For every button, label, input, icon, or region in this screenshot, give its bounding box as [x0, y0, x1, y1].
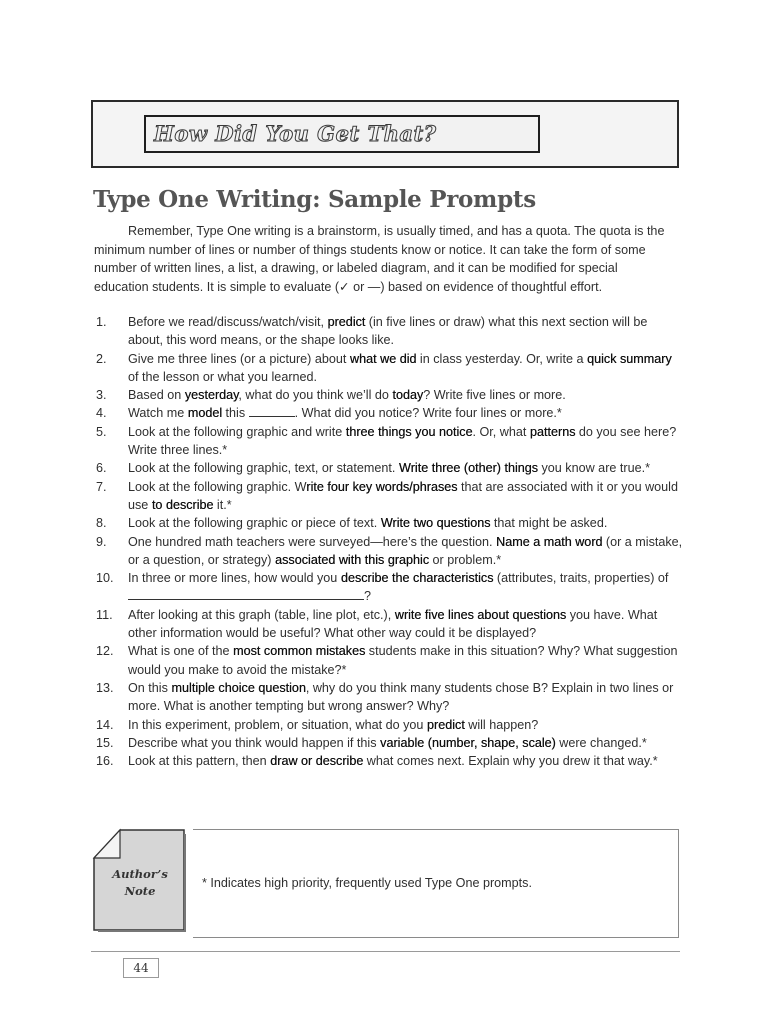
- prompt-text: ?: [364, 589, 372, 604]
- banner-title-panel: [144, 115, 540, 153]
- fill-in-blank: [249, 406, 295, 417]
- prompt-text: Look at the following graphic or piece of text.: [128, 516, 381, 531]
- prompt-number: 5.: [96, 424, 107, 439]
- prompt-text: ? Write five lines or more.: [423, 388, 566, 403]
- prompt-number: 10.: [96, 571, 114, 586]
- prompt-number: 11.: [96, 607, 113, 622]
- prompt-number: 15.: [96, 735, 114, 750]
- author-note-card: [90, 828, 186, 932]
- fill-in-blank: [128, 589, 364, 600]
- prompt-keyword: yesterday: [184, 388, 239, 403]
- prompt-item: [93, 404, 683, 422]
- prompt-list: [93, 313, 683, 770]
- prompt-text: of the lesson or what you learned.: [128, 369, 318, 384]
- prompt-keyword: multiple choice question: [171, 680, 306, 695]
- prompt-text: do you see here? Write three lines.*: [128, 424, 677, 458]
- prompt-text: it.*: [213, 497, 232, 512]
- note-card-label: [100, 866, 180, 900]
- prompt-text: that are associated with it or you would use: [128, 479, 678, 512]
- prompt-text: Give me three lines (or a picture) about: [128, 351, 350, 366]
- prompt-number: 8.: [96, 516, 107, 531]
- prompt-keyword: what we did: [349, 351, 417, 366]
- prompt-item: [93, 313, 683, 350]
- prompt-text: this: [222, 406, 249, 421]
- intro-text: Remember, Type One writing is a brainstorm, is usually timed, and has a quota. The quota is the minimum number of lines or number of things students know or notice. It can take the form of some number of written lines, a list, a drawing, or labeled diagram, and it can be modified for special education students. It is simple to evaluate (✓ or —) based on evidence of thoughtful effort.: [94, 224, 665, 294]
- prompt-item: [93, 606, 683, 643]
- prompt-text: Watch me: [128, 406, 188, 421]
- prompt-text: that might be asked.: [490, 516, 608, 531]
- prompt-text: One hundred math teachers were surveyed—here’s the question.: [128, 534, 496, 549]
- intro-paragraph: [94, 222, 674, 296]
- prompt-keyword: predict: [426, 717, 465, 732]
- prompt-number: 13.: [96, 680, 114, 695]
- prompt-item: [93, 423, 683, 460]
- prompt-text: Look at the following graphic. W: [128, 479, 307, 494]
- prompt-text: (in five lines or draw) what this next section will be about, this word means, or the shape looks like.: [128, 315, 648, 348]
- prompt-item: [93, 459, 683, 477]
- prompt-keyword: Write three (other) things: [398, 461, 538, 476]
- prompt-keyword: draw or describe: [270, 754, 364, 769]
- prompt-item: [93, 716, 683, 734]
- prompt-item: [93, 533, 683, 570]
- prompt-item: [93, 734, 683, 752]
- prompt-keyword: three things you notice: [345, 424, 473, 439]
- prompt-number: 1.: [96, 315, 107, 329]
- prompt-text: After looking at this graph (table, line plot, etc.),: [128, 607, 395, 622]
- prompt-number: 6.: [96, 461, 107, 476]
- prompt-keyword: today: [392, 388, 424, 403]
- prompt-keyword: rite four key words/phrases: [306, 479, 458, 494]
- prompt-text: Look at the following graphic, text, or statement.: [128, 461, 399, 476]
- prompt-keyword: write five lines about questions: [394, 607, 567, 622]
- prompt-text: . Or, what: [472, 424, 530, 439]
- prompt-item: [93, 478, 683, 515]
- prompt-number: 7.: [96, 479, 107, 494]
- prompt-keyword: associated with this graphic: [275, 552, 430, 567]
- prompt-item: [93, 514, 683, 532]
- note-card-label-line1: Author’s: [112, 867, 168, 881]
- prompt-number: 4.: [96, 406, 107, 421]
- prompt-number: 9.: [96, 534, 107, 549]
- prompt-item: [93, 752, 683, 770]
- prompt-text: or problem.*: [429, 552, 502, 567]
- prompt-text: were changed.*: [555, 735, 647, 750]
- prompt-keyword: quick summary: [586, 351, 672, 366]
- prompt-number: 3.: [96, 388, 107, 403]
- prompt-number: 16.: [96, 754, 114, 769]
- page-number: 44: [123, 958, 159, 978]
- prompt-number: 12.: [96, 644, 114, 659]
- prompt-keyword: Write two questions: [380, 516, 491, 531]
- prompt-text: Look at this pattern, then: [128, 754, 271, 769]
- prompt-text: In this experiment, problem, or situation, what do you: [128, 717, 427, 732]
- prompt-keyword: describe the characteristics: [340, 571, 494, 586]
- prompt-keyword: most common mistakes: [233, 644, 366, 659]
- banner-title: How Did You Get That?: [154, 121, 437, 146]
- prompt-item: [93, 679, 683, 716]
- prompt-text: (attributes, traits, properties) of: [493, 571, 669, 586]
- prompt-keyword: patterns: [529, 424, 576, 439]
- prompt-keyword: model: [187, 406, 223, 421]
- prompt-number: 2.: [96, 351, 107, 366]
- prompt-keyword: Name a math word: [496, 534, 603, 549]
- prompt-text: What is one of the: [128, 644, 234, 659]
- prompt-item: [93, 386, 683, 404]
- prompt-text: Based on: [128, 388, 185, 403]
- prompt-text: in class yesterday. Or, write a: [416, 351, 587, 366]
- prompt-text: , what do you think we’ll do: [238, 388, 393, 403]
- prompt-text: . What did you notice? Write four lines or more.*: [294, 406, 562, 421]
- prompt-text: will happen?: [464, 717, 539, 732]
- prompt-text: Look at the following graphic and write: [128, 424, 346, 439]
- prompt-text: (or a mistake, or a question, or strategy): [128, 534, 683, 567]
- prompt-text: Before we read/discuss/watch/visit,: [128, 315, 328, 329]
- prompt-keyword: to describe: [151, 497, 214, 512]
- prompt-text: what comes next. Explain why you drew it that way.*: [363, 754, 658, 769]
- prompt-text: you know are true.*: [537, 461, 650, 476]
- prompt-number: 14.: [96, 717, 114, 732]
- page-title: Type One Writing: Sample Prompts: [93, 186, 536, 213]
- author-note-text: * Indicates high priority, frequently used Type One prompts.: [202, 876, 532, 890]
- prompt-text: , why do you think many students chose B? Explain in two lines or more. What is another tempting but wrong answer? Why?: [128, 680, 674, 714]
- prompt-text: In three or more lines, how would you: [128, 571, 341, 586]
- prompt-text: students make in this situation? Why? What suggestion would you make to avoid the mistake?*: [128, 644, 678, 677]
- prompt-text: you have. What other information would be useful? What other way could it be displayed?: [128, 607, 658, 641]
- prompt-keyword: variable (number, shape, scale): [380, 735, 556, 750]
- prompt-item: [93, 350, 683, 387]
- prompt-item: [93, 642, 683, 679]
- note-card-label-line2: Note: [124, 884, 156, 898]
- footer-divider: [91, 951, 680, 952]
- prompt-keyword: predict: [327, 315, 366, 329]
- prompt-text: Describe what you think would happen if this: [128, 735, 381, 750]
- prompt-item: [93, 569, 683, 606]
- prompt-text: On this: [128, 680, 172, 695]
